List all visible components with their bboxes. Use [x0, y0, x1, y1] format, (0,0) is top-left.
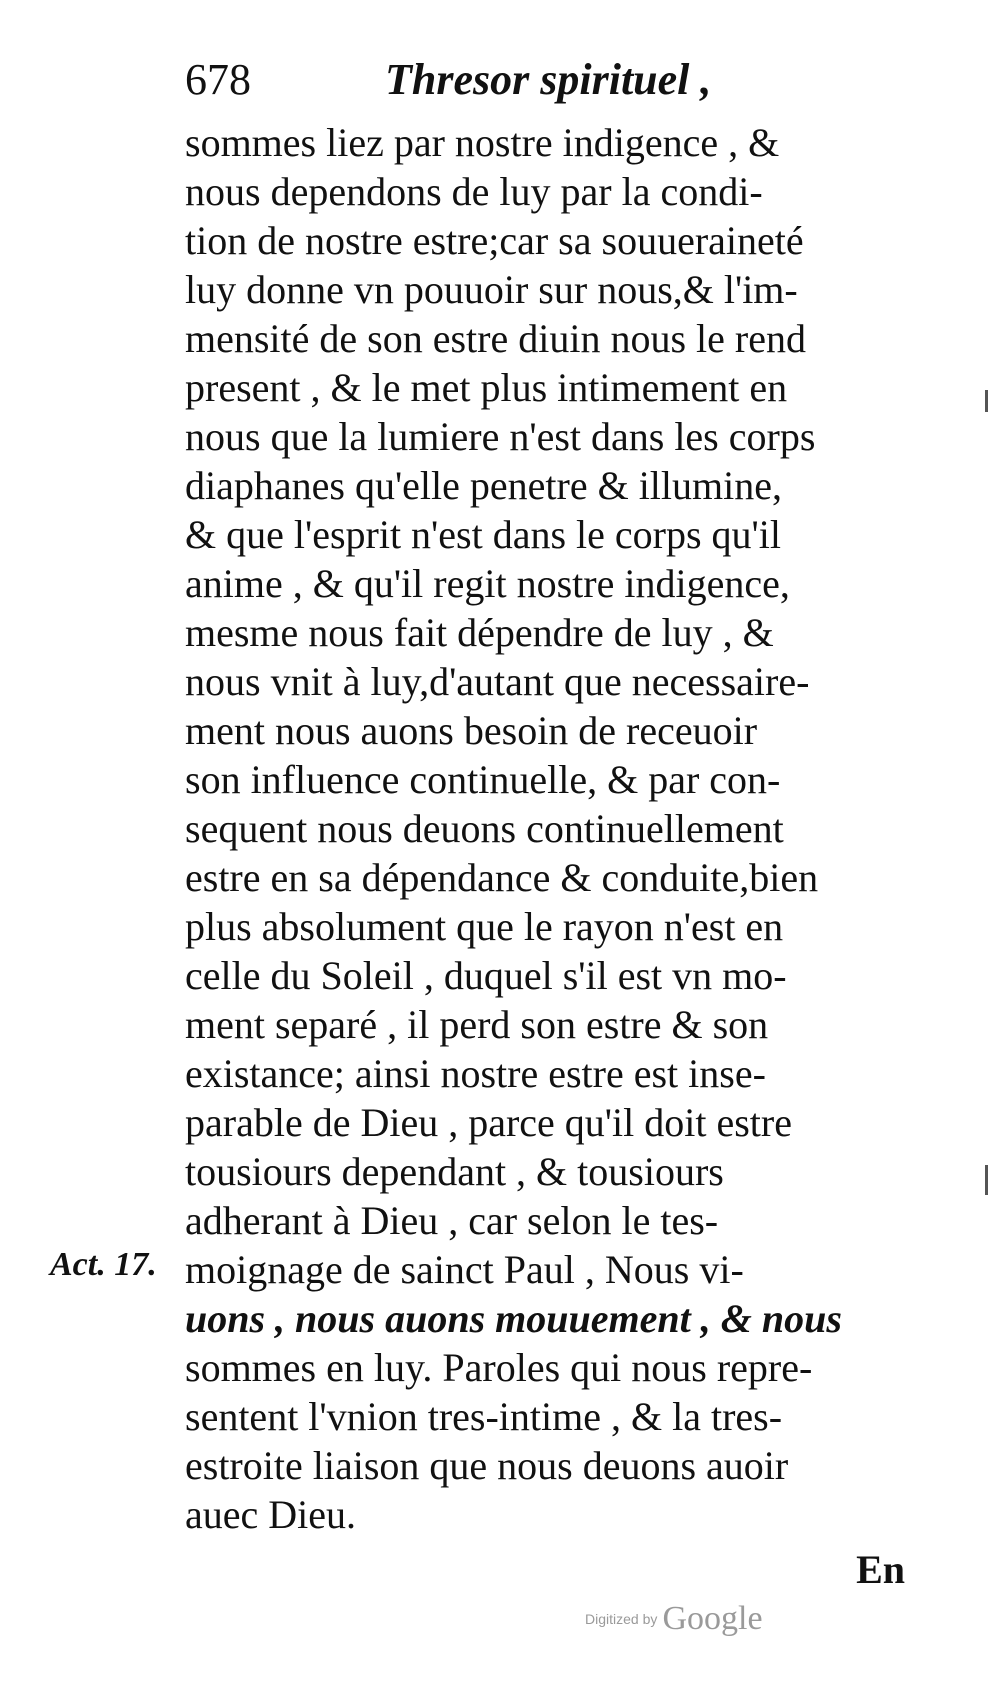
text-line: anime , & qu'il regit nostre indigence,	[185, 561, 790, 606]
text-line: moignage de sainct Paul , Nous vi-	[185, 1247, 744, 1292]
text-line: tion de nostre estre;car sa souueraineté	[185, 218, 804, 263]
watermark-brand: Google	[662, 1600, 763, 1637]
text-line: nous que la lumiere n'est dans les corps	[185, 414, 816, 459]
digitized-watermark	[585, 1600, 805, 1650]
body-text	[185, 118, 885, 1539]
page-edge-mark	[985, 1165, 988, 1195]
text-line: son influence continuelle, & par con-	[185, 757, 781, 802]
text-line: estroite liaison que nous deuons auoir	[185, 1443, 789, 1488]
page-header	[185, 50, 885, 110]
text-line: celle du Soleil , duquel s'il est vn mo-	[185, 953, 787, 998]
text-line: parable de Dieu , parce qu'il doit estre	[185, 1100, 792, 1145]
text-line: existance; ainsi nostre estre est inse-	[185, 1051, 766, 1096]
text-line: estre en sa dépendance & conduite,bien	[185, 855, 819, 900]
text-line: sequent nous deuons continuellement	[185, 806, 784, 851]
text-line: adherant à Dieu , car selon le tes-	[185, 1198, 719, 1243]
running-title: Thresor spirituel ,	[385, 55, 712, 104]
text-line: present , & le met plus intimement en	[185, 365, 788, 410]
text-line: plus absolument que le rayon n'est en	[185, 904, 784, 949]
text-line: ment nous auons besoin de receuoir	[185, 708, 758, 753]
text-line-italic: uons , nous auons mouuement , & nous	[185, 1296, 842, 1341]
text-line: auec Dieu.	[185, 1492, 357, 1537]
text-line: sommes en luy. Paroles qui nous repre-	[185, 1345, 813, 1390]
catchword: En	[856, 1547, 905, 1592]
text-line: sommes liez par nostre indigence , &	[185, 120, 780, 165]
text-line: nous dependons de luy par la condi-	[185, 169, 763, 214]
page-edge-mark	[985, 390, 988, 412]
watermark-prefix: Digitized by	[585, 1611, 658, 1627]
text-line: luy donne vn pouuoir sur nous,& l'im-	[185, 267, 798, 312]
text-line: mesme nous fait dépendre de luy , &	[185, 610, 774, 655]
text-line: nous vnit à luy,d'autant que necessaire-	[185, 659, 810, 704]
text-line: sentent l'vnion tres-intime , & la tres-	[185, 1394, 783, 1439]
text-line: tousiours dependant , & tousiours	[185, 1149, 724, 1194]
text-line: diaphanes qu'elle penetre & illumine,	[185, 463, 783, 508]
margin-note: Act. 17.	[50, 1246, 157, 1283]
text-line: ment separé , il perd son estre & son	[185, 1002, 769, 1047]
text-line: mensité de son estre diuin nous le rend	[185, 316, 806, 361]
page-number: 678	[185, 55, 251, 104]
text-line: & que l'esprit n'est dans le corps qu'il	[185, 512, 781, 557]
